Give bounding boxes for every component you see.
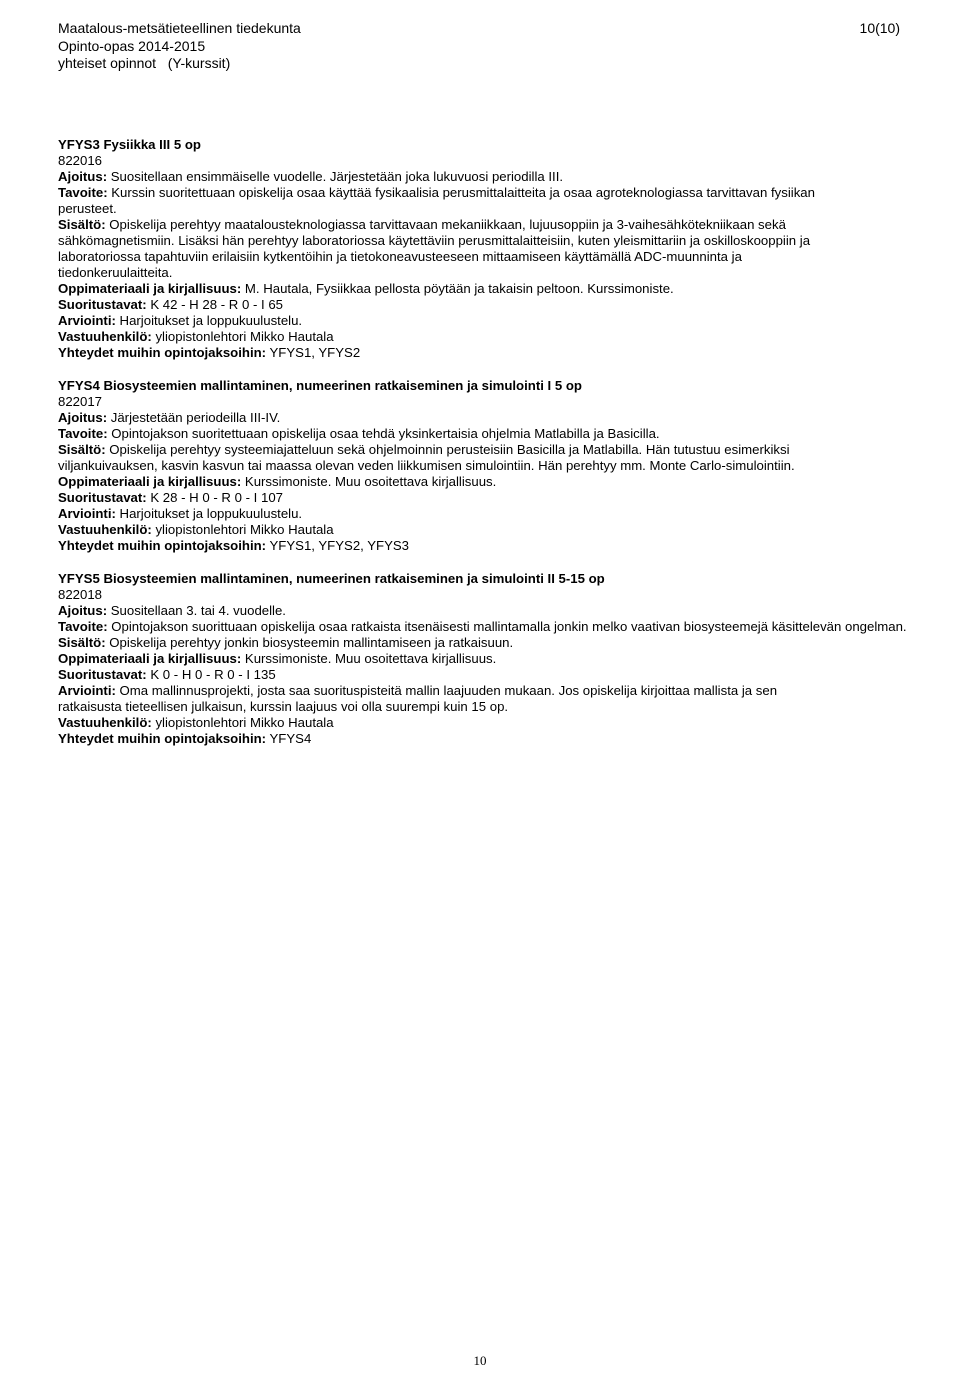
field-label: Ajoitus: [58, 603, 108, 618]
course-field-line [58, 603, 958, 619]
course-field-line [58, 281, 958, 297]
field-label: Tavoite: [58, 619, 108, 634]
course-field-line [58, 474, 958, 490]
field-label: Sisältö: [58, 442, 106, 457]
course-field-line [58, 442, 958, 458]
field-label: Ajoitus: [58, 410, 108, 425]
course-field-line [58, 651, 958, 667]
course-field-line [58, 458, 958, 474]
field-label: Sisältö: [58, 217, 106, 232]
field-label: Oppimateriaali ja kirjallisuus: [58, 474, 242, 489]
field-text: Harjoitukset ja loppukuulustelu. [115, 313, 303, 328]
field-text: Suositellaan ensimmäiselle vuodelle. Järjestetään joka lukuvuosi periodilla III. [107, 169, 564, 184]
course-field-line [58, 699, 958, 715]
course-field-line [58, 345, 958, 361]
field-label: Yhteydet muihin opintojaksoihin: [58, 345, 267, 360]
course-field-line [58, 297, 958, 313]
course-field-line [58, 635, 958, 651]
field-text: Opintojakson suorittuaan opiskelija osaa ratkaista itsenäisesti mallintamalla jonkin melko vaativan biosysteemejä käsittelevän ongelman. [107, 619, 907, 634]
course-field-line [58, 410, 958, 426]
field-text: YFYS4 [266, 731, 312, 746]
field-text: Oma mallinnusprojekti, josta saa suorituspisteitä mallin laajuuden mukaan. Jos opiskelija kirjoittaa mallista ja sen [115, 683, 778, 698]
course-field-line [58, 522, 958, 538]
course-field-line [58, 426, 958, 442]
field-text: M. Hautala, Fysiikkaa pellosta pöytään ja takaisin peltoon. Kurssimoniste. [241, 281, 674, 296]
field-text: Kurssin suoritettuaan opiskelija osaa käyttää fysikaalisia perusmittalaitteita ja osaa agroteknologiassa tarvittavan fysiikan [107, 185, 815, 200]
field-text: yliopistonlehtori Mikko Hautala [151, 715, 334, 730]
guide-title: Opinto-opas 2014-2015 [58, 37, 206, 54]
course-field-line [58, 329, 958, 345]
page-header [58, 20, 900, 73]
field-label: Arviointi: [58, 506, 116, 521]
course-field-line [58, 506, 958, 522]
field-label: Vastuuhenkilö: [58, 715, 152, 730]
field-label: Suoritustavat: [58, 297, 147, 312]
field-text: tiedonkeruulaitteita. [58, 265, 173, 280]
field-text: yliopistonlehtori Mikko Hautala [151, 522, 334, 537]
field-text: YFYS1, YFYS2 [266, 345, 361, 360]
field-text: Järjestetään periodeilla III-IV. [107, 410, 281, 425]
page-counter: 10(10) [859, 20, 900, 36]
course-section [58, 378, 958, 554]
course-field-line [58, 619, 958, 635]
field-text: Kurssimoniste. Muu osoitettava kirjallisuus. [241, 474, 497, 489]
field-text: viljankuivauksen, kasvin kasvun tai maassa olevan veden liikkumisen simulointiin. Hän perehtyy mm. Monte Carlo-simulointiin. [58, 458, 795, 473]
field-text: Harjoitukset ja loppukuulustelu. [115, 506, 303, 521]
field-label: Tavoite: [58, 426, 108, 441]
course-title: YFYS3 Fysiikka III 5 op [58, 137, 201, 152]
field-label: Tavoite: [58, 185, 108, 200]
course-field-line [58, 185, 958, 201]
field-text: Opiskelija perehtyy systeemiajatteluun sekä ohjelmoinnin perusteisiin Basicilla ja Matlabilla. Hän tutustuu esimerkiksi [105, 442, 790, 457]
field-text: Opiskelija perehtyy maatalousteknologiassa tarvittavaan mekaniikkaan, lujuusoppiin ja 3-vaihesähkötekniikaan sekä [105, 217, 786, 232]
course-code: 822016 [58, 153, 103, 168]
course-field-line [58, 538, 958, 554]
field-text: K 0 - H 0 - R 0 - I 135 [146, 667, 276, 682]
field-text: sähkömagnetismiin. Lisäksi hän perehtyy laboratoriossa käytettäviin perusmittalaitteisiin, kuten yleismittariin ja oskilloskooppiin ja [58, 233, 811, 248]
field-text: Opiskelija perehtyy jonkin biosysteemin mallintamiseen ja ratkaisuun. [105, 635, 514, 650]
field-text: K 42 - H 28 - R 0 - I 65 [146, 297, 283, 312]
field-label: Arviointi: [58, 313, 116, 328]
field-label: Suoritustavat: [58, 490, 147, 505]
field-text: Opintojakson suoritettuaan opiskelija osaa tehdä yksinkertaisia ohjelmia Matlabilla ja Basicilla. [107, 426, 660, 441]
course-field-line [58, 667, 958, 683]
course-field-line [58, 715, 958, 731]
faculty-name: Maatalous-metsätieteellinen tiedekunta [58, 20, 301, 36]
course-title: YFYS5 Biosysteemien mallintaminen, numeerinen ratkaiseminen ja simulointi II 5-15 op [58, 571, 605, 586]
field-label: Oppimateriaali ja kirjallisuus: [58, 281, 242, 296]
field-text: K 28 - H 0 - R 0 - I 107 [146, 490, 283, 505]
course-field-line [58, 490, 958, 506]
field-label: Suoritustavat: [58, 667, 147, 682]
course-field-line [58, 249, 958, 265]
field-text: ratkaisusta tieteellisen julkaisun, kurssin laajuus voi olla suurempi kuin 15 op. [58, 699, 509, 714]
field-text: yliopistonlehtori Mikko Hautala [151, 329, 334, 344]
field-label: Vastuuhenkilö: [58, 329, 152, 344]
course-field-line [58, 265, 958, 281]
course-section [58, 137, 958, 361]
field-text: YFYS1, YFYS2, YFYS3 [266, 538, 410, 553]
course-field-line [58, 233, 958, 249]
field-text: Kurssimoniste. Muu osoitettava kirjallisuus. [241, 651, 497, 666]
field-label: Sisältö: [58, 635, 106, 650]
course-field-line [58, 169, 958, 185]
course-section [58, 571, 958, 747]
section-name: yhteiset opinnot (Y-kurssit) [58, 55, 231, 71]
course-field-line [58, 683, 958, 699]
field-label: Arviointi: [58, 683, 116, 698]
course-title: YFYS4 Biosysteemien mallintaminen, numeerinen ratkaiseminen ja simulointi I 5 op [58, 378, 582, 393]
field-label: Yhteydet muihin opintojaksoihin: [58, 731, 267, 746]
course-code: 822017 [58, 394, 103, 409]
field-text: Suositellaan 3. tai 4. vuodelle. [107, 603, 286, 618]
footer-page-number: 10 [473, 1353, 487, 1368]
course-field-line [58, 201, 958, 217]
field-label: Yhteydet muihin opintojaksoihin: [58, 538, 267, 553]
course-field-line [58, 731, 958, 747]
field-label: Oppimateriaali ja kirjallisuus: [58, 651, 242, 666]
field-text: perusteet. [58, 201, 117, 216]
field-label: Ajoitus: [58, 169, 108, 184]
course-field-line [58, 313, 958, 329]
field-label: Vastuuhenkilö: [58, 522, 152, 537]
course-code: 822018 [58, 587, 103, 602]
field-text: laboratoriossa tapahtuviin erilaisiin kytkentöihin ja tietokoneavusteeseen mittaamiseen käyttämällä ADC-muunninta ja [58, 249, 742, 264]
course-list [58, 137, 958, 764]
course-field-line [58, 217, 958, 233]
